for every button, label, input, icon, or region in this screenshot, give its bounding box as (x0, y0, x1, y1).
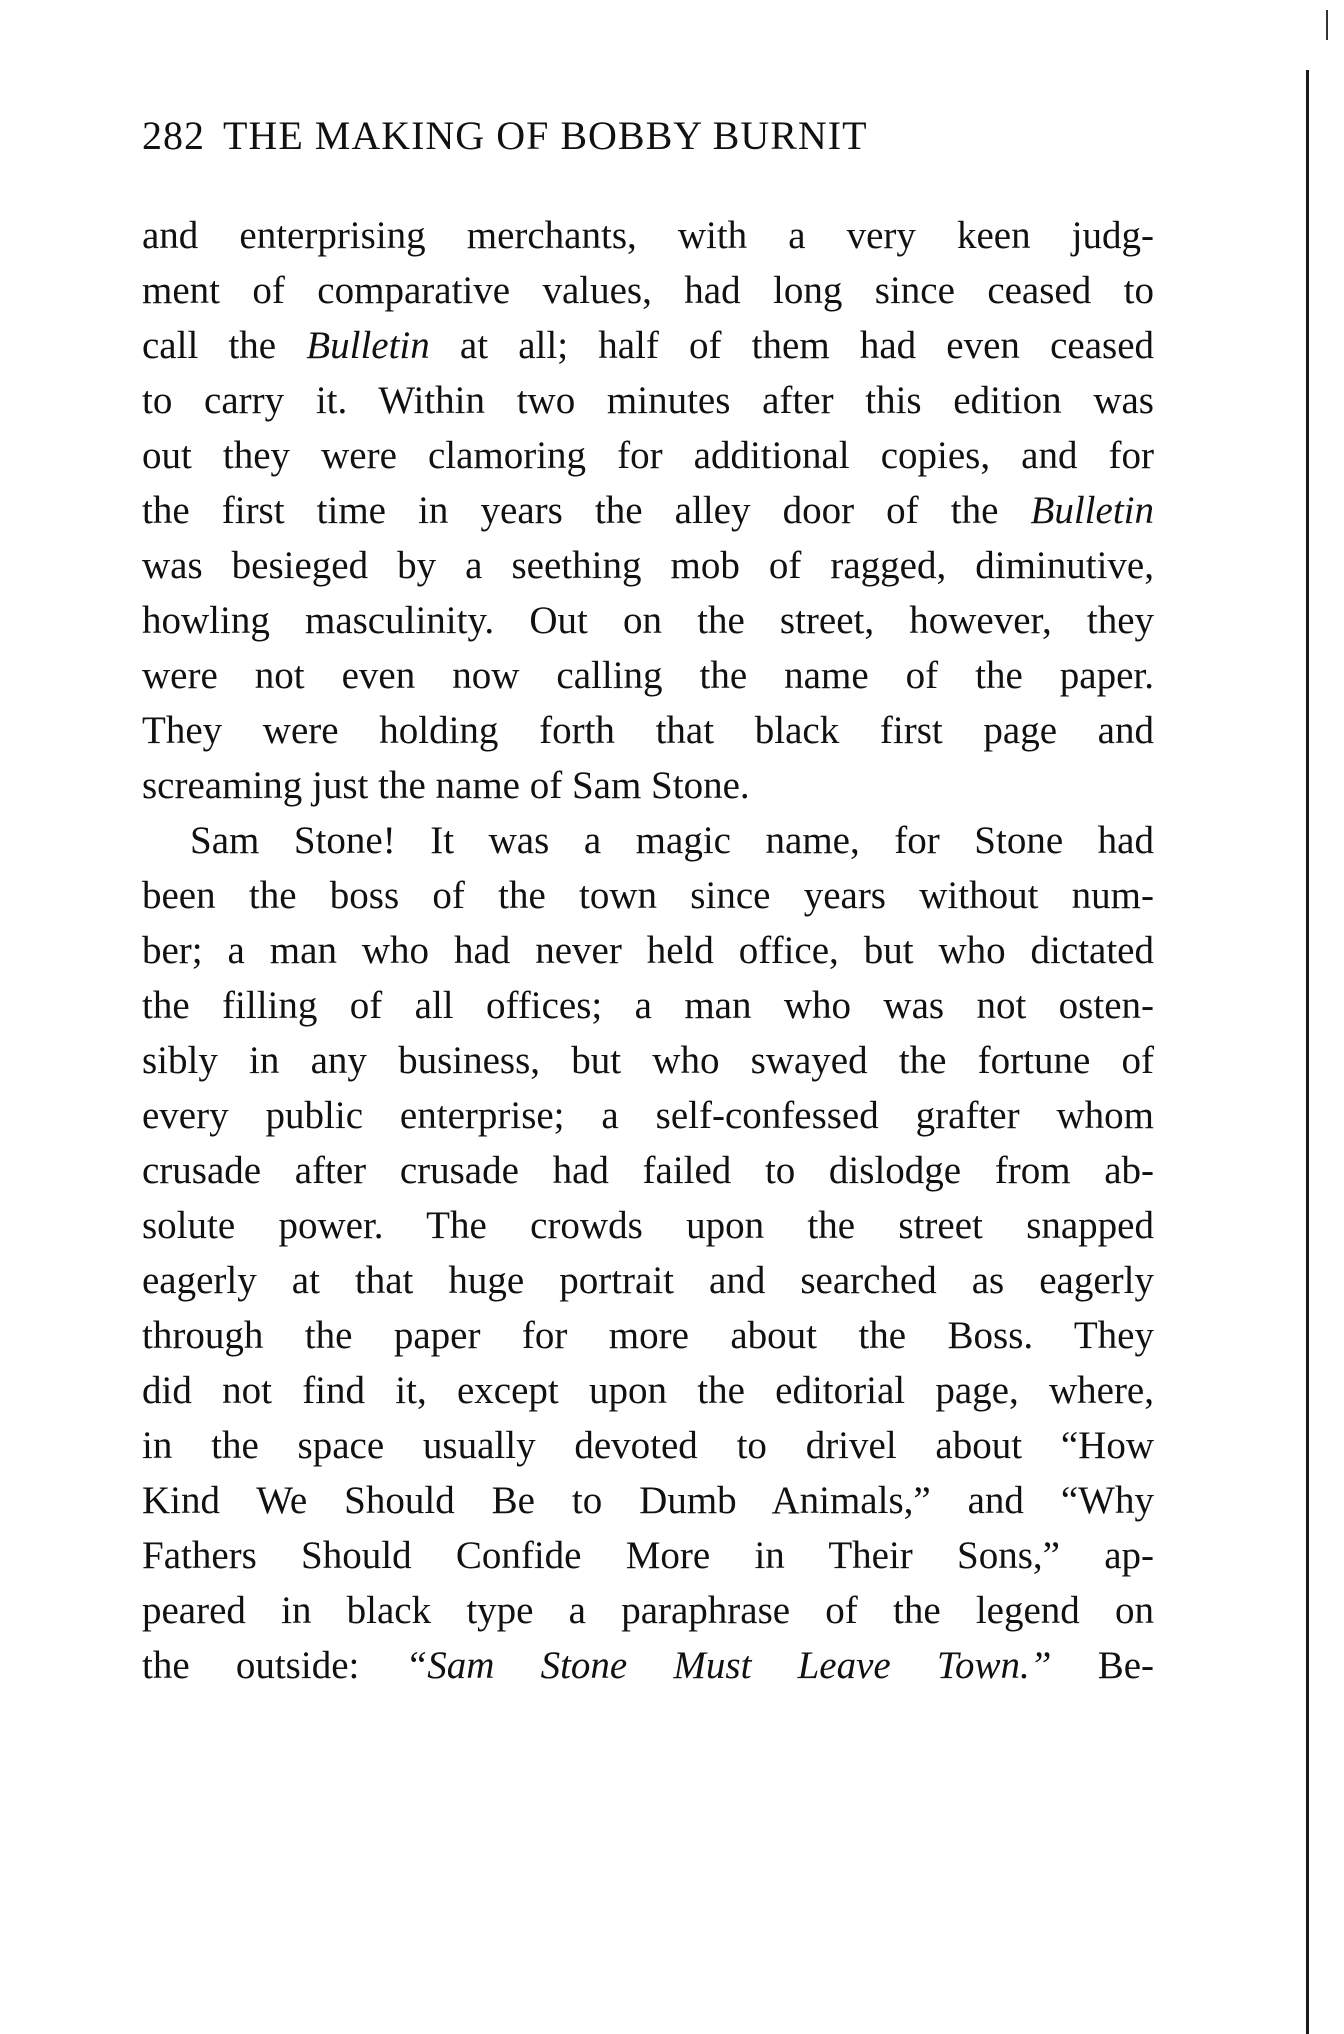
text-run: screaming just the name of Sam Stone. (142, 764, 750, 807)
text-run: howling masculinity. Out on the street, however, they (142, 599, 1154, 642)
text-line (142, 868, 1154, 923)
text-line (142, 648, 1154, 703)
text-line (142, 923, 1154, 978)
italic-run: “Sam Stone Must Leave Town.” (405, 1644, 1052, 1687)
page-edge-rule (1306, 70, 1309, 2034)
running-head (142, 112, 868, 160)
text-line (142, 1198, 1154, 1253)
text-run: were not even now calling the name of the paper. (142, 654, 1154, 697)
text-line (142, 318, 1154, 373)
text-run: crusade after crusade had failed to dislodge from ab- (142, 1149, 1154, 1192)
text-line (142, 538, 1154, 593)
text-run: solute power. The crowds upon the street snapped (142, 1204, 1154, 1247)
running-title: THE MAKING OF BOBBY BURNIT (223, 113, 868, 158)
text-run: They were holding forth that black first page and (142, 709, 1154, 752)
text-line (142, 1308, 1154, 1363)
text-line (142, 978, 1154, 1033)
text-line (142, 758, 1154, 813)
text-line (142, 1418, 1154, 1473)
text-line (142, 593, 1154, 648)
text-line (142, 483, 1154, 538)
body-text (142, 208, 1154, 1693)
text-line (142, 1528, 1154, 1583)
text-run: to carry it. Within two minutes after this edition was (142, 379, 1154, 422)
text-line (142, 1583, 1154, 1638)
text-run: ber; a man who had never held office, but who dictated (142, 929, 1154, 972)
italic-run: Bulletin (306, 324, 430, 367)
text-line (142, 1033, 1154, 1088)
scan-mark (1326, 10, 1328, 40)
text-run: been the boss of the town since years without num- (142, 874, 1154, 917)
text-run: Kind We Should Be to Dumb Animals,” and “Why (142, 1479, 1154, 1522)
page-number: 282 (142, 113, 205, 158)
text-run: at all; half of them had even ceased (429, 324, 1155, 367)
text-run: ment of comparative values, had long since ceased to (142, 269, 1154, 312)
text-run: did not find it, except upon the editorial page, where, (142, 1369, 1154, 1412)
text-run: was besieged by a seething mob of ragged, diminutive, (142, 544, 1154, 587)
text-run: the filling of all offices; a man who was not osten- (142, 984, 1154, 1027)
text-line (142, 1363, 1154, 1418)
text-run: the outside: (142, 1644, 406, 1687)
text-run: every public enterprise; a self-confessed grafter whom (142, 1094, 1154, 1137)
text-line (142, 1638, 1154, 1693)
text-run: sibly in any business, but who swayed the fortune of (142, 1039, 1154, 1082)
text-line (142, 428, 1154, 483)
text-line (142, 263, 1154, 318)
text-line (142, 1088, 1154, 1143)
italic-run: Bulletin (1030, 489, 1154, 532)
text-run: out they were clamoring for additional copies, and for (142, 434, 1154, 477)
text-run: and enterprising merchants, with a very keen judg- (142, 214, 1154, 257)
text-run: the first time in years the alley door of the (142, 489, 1031, 532)
text-run: Sam Stone! It was a magic name, for Stone had (190, 819, 1154, 862)
text-line (142, 208, 1154, 263)
text-run: in the space usually devoted to drivel about “How (142, 1424, 1154, 1467)
text-run: through the paper for more about the Boss. They (142, 1314, 1154, 1357)
text-line (142, 1253, 1154, 1308)
text-run: eagerly at that huge portrait and searched as eagerly (142, 1259, 1154, 1302)
text-run: Be- (1051, 1644, 1155, 1687)
text-line (142, 813, 1154, 868)
text-line (142, 373, 1154, 428)
text-run: Fathers Should Confide More in Their Sons,” ap- (142, 1534, 1154, 1577)
text-line (142, 703, 1154, 758)
text-line (142, 1143, 1154, 1198)
text-run: peared in black type a paraphrase of the legend on (142, 1589, 1154, 1632)
text-line (142, 1473, 1154, 1528)
text-run: call the (142, 324, 307, 367)
